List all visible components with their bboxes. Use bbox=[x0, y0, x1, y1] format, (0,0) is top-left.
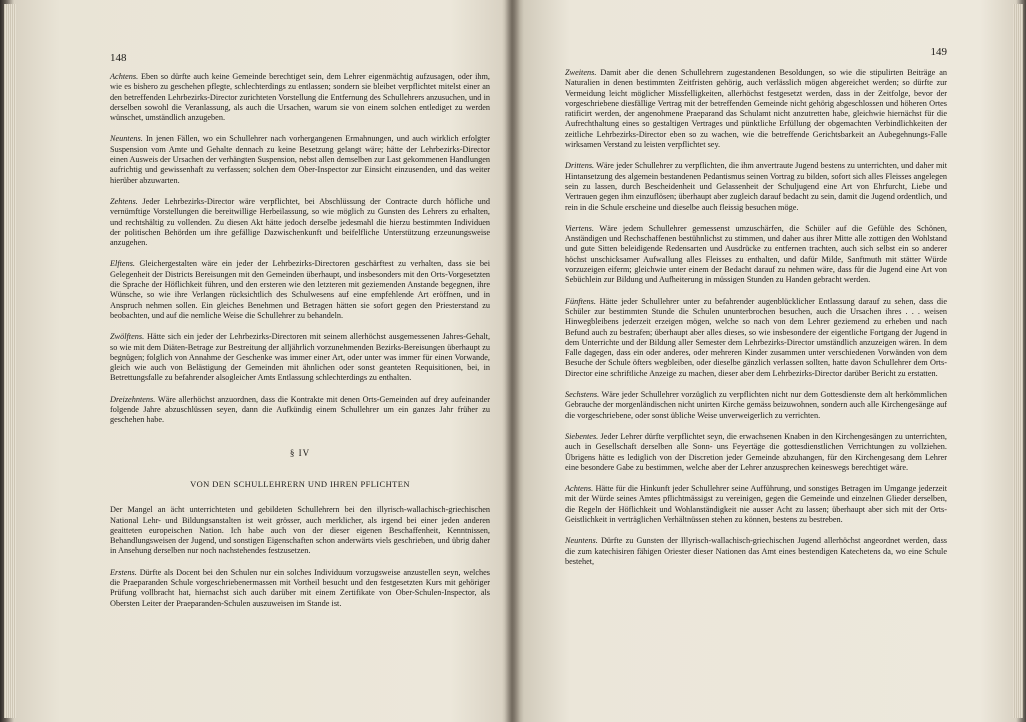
paragraph: Drittens. Wäre jeder Schullehrer zu verpflichten, die ihm anvertraute Jugend bestens zu unterrichten, und daher mit Hintansetzung des algemein bestandenen Pedantismus seinen Vortrag zu bilden, sofort sich alles Fleisses angelegen sein zu lassen, durch Bescheidenheit und Gelassenheit der Schuljugend eine Art von Ehrfurcht, Liebe und Vertrauen gegen ihm einzuflösen; überhaupt aber zugleich darauf bedacht zu sein, damit die Jugend ordentlich, und rein in die Schule erscheine und dieselbe auch fleissig besuchen möge. bbox=[565, 161, 947, 212]
left-page bbox=[110, 0, 490, 722]
section-heading: VON DEN SCHULLEHRERN UND IHREN PFLICHTEN bbox=[190, 478, 410, 489]
right-page-body bbox=[565, 68, 947, 578]
paragraph: Der Mangel an ächt unterrichteten und gebildeten Schullehrern bei den illyrisch-wallachisch-griechischen National Lehr- und Bildungsanstalten ist weit grösser, auch merklicher, als irgend bei einer jeden anderen geaitteten europeischen Nation. Ich habe auch von der dieser eigenen Beschaffenheit, Kenntnissen, Behandlungsweisen der Jugend, und sonstigen Eigenschaften schon anderwärts viels geschrieben, und übrig daher in Ansehung derselben nur noch nachstehendes festzusetzen. bbox=[110, 505, 490, 556]
paragraph: Zwölftens. Hätte sich ein jeder der Lehrbezirks-Directoren mit seinem allerhöchst ausgemessenen Jahres-Gehalt, so wie mit dem Diäten-Betrage zur Bestreitung der alljährlich vorzunehmenden Bezirks-Bereisungen überhaupt zu begnügen; folglich von Annahme der Geschenke was immer einer Art, oder unter was immer für einen Vorwande, gleich wie auch von Belästigung der Gemeinden mit ähnlichen oder sonst geanteten Requisitionen, bei, in Betrettungsfalle zu befahrender alsogleicher Amts Entlassung schlechterdings zu enthalten. bbox=[110, 332, 491, 383]
page-edge-right bbox=[1013, 4, 1023, 718]
paragraph: Elftens. Gleichergestalten wäre ein jeder der Lehrbezirks-Directoren geschärftest zu verhalten, dass sie bei Gelegenheit der Districts Bereisungen mit den Gemeinden überhaupt, und insbesonders mit den Orts-Vorgesetzten die Sprache der Höflichkeit führen, und den ersteren wie den letzteren mit geziemenden Anstande begegnen, ihre Wünsche, so wie ihre Verlangen rücksichtlich des Schulwesens auf eine empfehlende Art eröffnen, und in Anspruch nehmen sollen. Ein gleiches Benehmen und Betragen hätten sie sofort gegen den Priesterstand zu beobachten, und auf die nemliche Weise die Schullehrer zu behandeln. bbox=[110, 259, 491, 320]
paragraph: Neuntens. In jenen Fällen, wo ein Schullehrer nach vorhergangenen Ermahnungen, und auch wirklich erfolgter Suspension vom Amte und Gehalte dennach zu keine Besetzung gelangt wäre; hätte der Lehrbezirks-Director einen Ausweis der Ursachen der verhängten Suspension, nebst allen demselben zur Last gekommenen Handlungen aufrichtig und gewissenhaft zu verfassen; solchen dem Ober-Inspector zur Einsicht einzusenden, und das weiter hierüber abzuwarten. bbox=[110, 134, 491, 185]
paragraph: Viertens. Wäre jedem Schullehrer gemessenst umzuschärfen, die Schüler auf die Gefühle des Schönen, Anständigen und Rechschaffenen bestühnlichst zu stimmen, und daher aus ihrer Mitte alle zottigen den Wohlstand und gute Sitten beleidigende Redensarten und Ausdrücke zu entfernen trachten, auch sich selbst ein so anderer höchst unschicksamer Aufwallung alles Fleisses zu enthalten, und dafür Milde, Sanftmuth mit stätter Würde vorzuzeigen eiferm; gleichwie unter einem der Bedacht darauf zu nehmen wäre, dass für die Jugend eine Art von Sebüchlein zur Bildung und Aufheiterung in müssigen Stunden zu Handen gebracht werden. bbox=[565, 223, 947, 285]
page-number-right: 149 bbox=[930, 46, 947, 58]
paragraph: Achtens. Eben so dürfte auch keine Gemeinde berechtiget sein, dem Lehrer eigenmächtig aufzusagen, oder ihm, wie es bishero zu geschehen pflegte, schlechterdings zu entlassen; sondern sie bleibet verpflichtet mitelst einer an den betreffenden Lehrbezirks-Director zurichteten Vorstellung die Entfernung des Schullehrers anzusuchen, und in derselben sowohl die Veranlassung, als auch die Ursachen, warum sie von einem solchen entlediget zu werden wünschet, umständlich anzugeben. bbox=[110, 72, 490, 123]
paragraph: Erstens. Dürfte als Docent bei den Schulen nur ein solches Individuum vorzugsweise anzustellen seyn, welches die Praeparanden Schule vorgeschriebenermassen mit Vortheil besucht und den festgesetzten Kurs mit gehöriger Prüfung vollbracht hat, hiernachst sich auch darüber mit einem Zertifikate von Ober-Schulen-Inspector, als Obersten Leiter der Praeparanden-Schulen auszuweisen im Stande ist. bbox=[110, 567, 490, 608]
section-mark: § IV bbox=[289, 447, 311, 458]
paragraph: Fünftens. Hätte jeder Schullehrer unter zu befahrender augenblücklicher Entlassung darauf zu sehen, dass die Schüler zur bestimmten Stunde die Schulen ununterbrochen besuchen, auch die Ursachen ihres . . . weisen Hinwegbleibens jederzeit erzeigen mögen, welche so nach von dem Lehrer geziemend zu erheben und nach Befund auch zu bestrafen; überhaupt aber alles dieses, so wie insbesondere der eigentliche Fortgang der Jugend in dem Unterrichte und der Bildung aller Semester dem Lehrbezirks-Director umständlich anzuzeigen wären. In dem Falle dagegen, dass ein oder anderes, oder mehreren Kinder zusammen unter verschiedenen Vorwänden von dem Besuche der Schule öfters wegbleiben, oder dieselbe gänzlich verlassen sollten, hatte davon Schullehrer dem Orts-Director eine schriftliche Anzeige zu machen, dieser aber dem Lehrbezirks-Director darüber Bericht zu erstatten. bbox=[565, 296, 948, 378]
paragraph: Achtens. Hätte für die Hinkunft jeder Schullehrer seine Aufführung, und sonstiges Betragen im Umgange jederzeit mit der Würde seines Amtes pflichtmässigst zu vereinigen, gegen die Gemeinde und einzelnen Glieder derselben, die Regeln der Höflichkeit und Wohlanständigkeit nie ausser Acht zu lassen; überhaupt aber sich mit der Orts-Geistlichkeit in verträglichen Verhältnüssen stehen zu können, bestens zu bestreben. bbox=[565, 484, 948, 524]
book-gutter bbox=[502, 0, 524, 722]
paragraph: Zehtens. Jeder Lehrbezirks-Director wäre verpflichtet, bei Abschlüssung der Contracte durch höfliche und vernümftige Vorstellungen die bereitwillige Herbeilassung, so wie möglich zu Gunsten des Lehrers zu erhalten, und rechtshältig zu vollenden. Zu diesen Akt hätte jedoch derselbe jedesmahl die hierzu bestimmten Individuen der politischen Behörden um ihre gefällige Dazwischenkunft und beifelfliche Unterstützung erzeunungsweise anzugehen. bbox=[110, 196, 490, 248]
paragraph: Neuntens. Dürfte zu Gunsten der Illyrisch-wallachisch-griechischen Jugend allerhöchst angeordnet werden, dass die zum katechisiren fähigen Oriester dieser Nationen das Amt eines bestendigen Katechetens da, wo eine Schule bestehet, bbox=[565, 536, 948, 566]
left-page-body bbox=[110, 72, 490, 620]
right-page bbox=[565, 0, 947, 722]
paragraph: Siebentes. Jeder Lehrer dürfte verpflichtet seyn, die erwachsenen Knaben in den Kirchengesängen zu unterrichten, auch in Gesellschaft derselben alle Sonn- uns Feyertäge die gottesdienstlichen Verrichtungen zu vollziehen. Übrigens hätte es lediglich von der Discretion jeder Gemeinde abzuhangen, für den Kirchengesang dem Lehrer eine besondere Gabe zu bestimmen, welche aber der Lehrer anzusprechen keineswegs berechtiget wäre. bbox=[565, 431, 947, 472]
paragraph: Sechstens. Wäre jeder Schullehrer vorzüglich zu verpflichten nicht nur dem Gottesdienste dem alt herkömmlichen Gebrauche der morgenländischen nicht unirten Kirche gemäss beizuwohnen, sondern auch alle Kirchengesänge auf die vorgeschriebene, oder sonst übliche Weise unverweigerlich zu verrichten. bbox=[565, 390, 947, 420]
page-edge-left bbox=[4, 4, 16, 718]
paragraph: Dreizehntens. Wäre allerhöchst anzuordnen, dass die Kontrakte mit denen Orts-Gemeinden auf drey aufeinander folgende Jahre abzuschlüssen seyen, dann die Aufkündig einem Schullehrer um ein ganzes Jahr früher zu geschehen habe. bbox=[110, 394, 490, 425]
paragraph: Zweitens. Damit aber die denen Schullehrern zugestandenen Besoldungen, so wie die stipulirten Beiträge an Naturalien in denen bestimmten Zeitfristen gehörig, auch verlässlich mögen abgereichet werden; so dürfte zur Vermeidung leicht möglicher Missfelligkeiten, allerhöchst festgesetzt werden, dass in der Zeitfolge, bevor der vorgeschriebene diesfällige Vertrag mit der betreffenden Gemeinde nicht gehörig abgeschlossen und höheren Ortes ratificirt werden, der angenohmene Praeparand das Schulamt nicht anzutretten habe, gleichwie hiernächst für die Aufrechthaltung eines so gestaltigen Vertrages und pünktliche Erfüllung der obgemachten Verbindlichkeiten der zeitliche Lehrbezirks-Director eben so zu wachen, wie die betreffende Gerichtsbarkeit an Aubegehnungs-Falle wirksamen Verstand zu leisten verpflichtet sey. bbox=[565, 68, 948, 150]
page-number-left: 148 bbox=[110, 52, 127, 64]
